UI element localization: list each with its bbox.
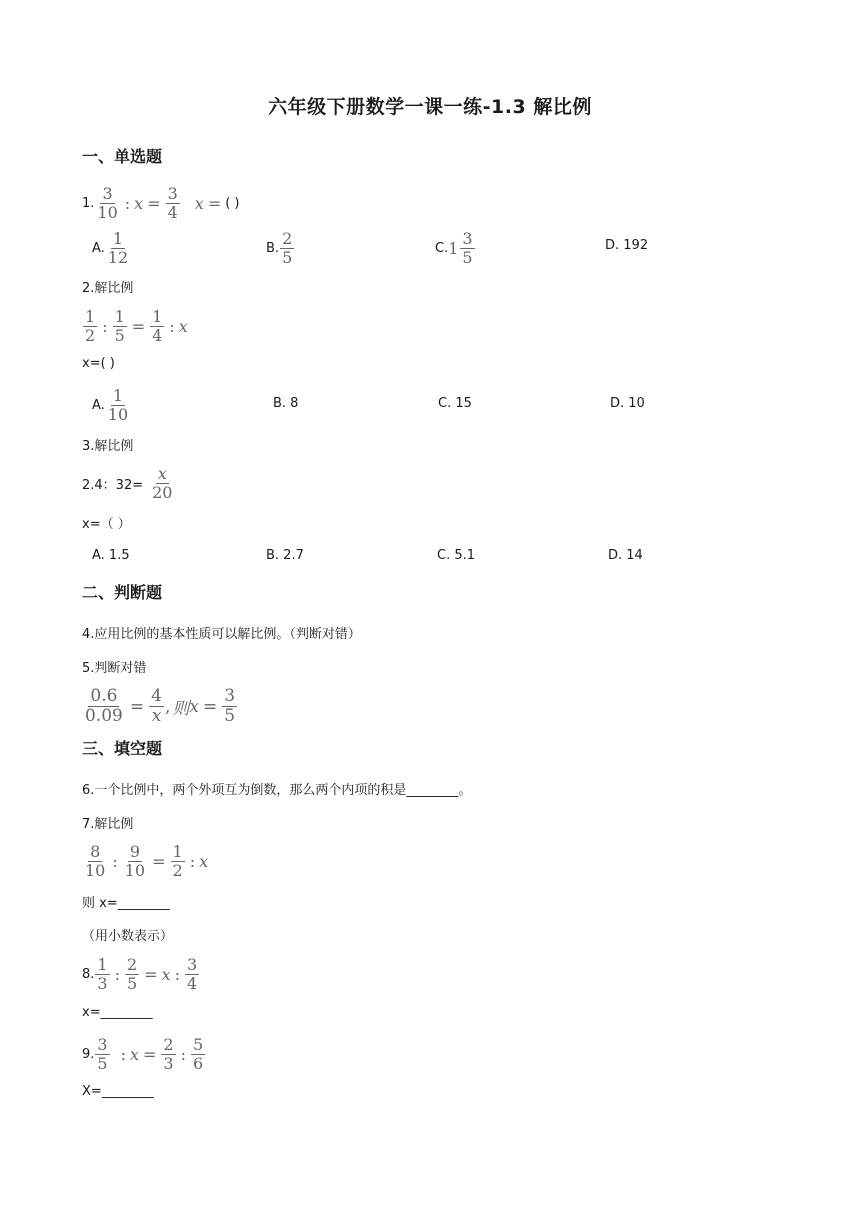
numerator: 1: [114, 307, 125, 326]
ratio-colon: :: [124, 194, 131, 213]
ratio-colon: :: [112, 852, 118, 871]
question-2-label: 2.解比例: [82, 281, 134, 296]
question-8: [82, 957, 200, 992]
numerator: 2: [163, 1035, 174, 1054]
question-7-label: 7.解比例: [82, 817, 134, 832]
numerator: 9: [129, 842, 141, 861]
mixed-integer: 1: [448, 239, 459, 258]
denominator: 5: [97, 1054, 108, 1073]
numerator: 1: [112, 386, 124, 405]
ratio-colon: :: [174, 965, 180, 984]
question-2-equation: [82, 309, 188, 344]
denominator: 3: [97, 974, 108, 993]
numerator: 3: [224, 686, 236, 706]
denominator: 4: [187, 974, 198, 993]
denominator: 3: [163, 1054, 174, 1073]
question-7-note: （用小数表示）: [82, 929, 174, 944]
option-b: [266, 231, 295, 266]
denominator: x: [151, 706, 162, 726]
fraction: [280, 231, 294, 266]
equation: [94, 186, 225, 221]
numerator: 3: [102, 184, 113, 203]
question-2-answer: x=( ): [82, 356, 115, 371]
fraction: [150, 466, 174, 501]
denominator: 20: [152, 483, 173, 502]
numerator: 5: [193, 1035, 204, 1054]
option-label: A.: [92, 241, 105, 256]
option-value: [105, 231, 131, 266]
numerator: 2: [282, 229, 293, 248]
variable: x: [194, 194, 204, 213]
variable: x: [161, 965, 171, 984]
fraction: [83, 309, 97, 344]
option-b: B. 2.7: [266, 548, 304, 563]
variable: x: [189, 696, 199, 717]
fraction: [149, 688, 164, 725]
ratio-colon: :: [114, 965, 120, 984]
equation: [82, 309, 188, 344]
fraction: [185, 957, 199, 992]
question-1: [82, 186, 240, 221]
equals-sign: =: [129, 696, 145, 717]
variable: x: [129, 1045, 140, 1064]
denominator: 5: [462, 248, 473, 267]
fraction: [113, 309, 127, 344]
denominator: 0.09: [85, 706, 123, 726]
fraction: [83, 688, 125, 725]
option-c: C. 5.1: [437, 548, 476, 563]
then-text: 则: [172, 699, 190, 719]
question-5-equation: [82, 688, 238, 725]
fraction: [95, 957, 109, 992]
equals-sign: =: [152, 852, 166, 871]
denominator: 2: [85, 326, 96, 345]
numerator: 4: [151, 686, 162, 706]
option-label: A.: [92, 398, 105, 413]
equation: [94, 957, 200, 992]
option-a: [92, 388, 131, 423]
denominator: 10: [107, 405, 129, 424]
equals-sign: =: [143, 1045, 157, 1064]
answer-blank: ( ): [225, 196, 240, 211]
variable: x: [134, 194, 144, 213]
fraction: [166, 186, 180, 221]
option-value: [448, 231, 475, 266]
question-7-equation: [82, 844, 208, 879]
denominator: 6: [193, 1054, 204, 1073]
question-9: [82, 1037, 206, 1072]
numerator: 1: [152, 307, 163, 326]
equals-sign: =: [147, 194, 161, 213]
numerator: 8: [90, 842, 101, 861]
section-heading-fill-blank: 三、填空题: [82, 739, 163, 758]
ratio-colon: :: [169, 317, 175, 336]
denominator: 2: [172, 861, 183, 880]
question-3-answer: x=（ ）: [82, 517, 131, 532]
variable: x: [178, 317, 188, 336]
fraction: [191, 1037, 205, 1072]
denominator: 5: [224, 706, 236, 726]
section-heading-true-false: 二、判断题: [82, 583, 163, 602]
fraction: [106, 231, 130, 266]
numerator: 1: [112, 229, 124, 248]
equation: [82, 844, 208, 879]
question-5-label: 5.判断对错: [82, 661, 147, 676]
numerator: x: [157, 464, 167, 483]
fraction: [150, 309, 164, 344]
question-9-answer: X=________: [82, 1084, 154, 1099]
fraction: [95, 1037, 109, 1072]
fraction: [460, 231, 474, 266]
fraction: [123, 844, 147, 879]
option-a: A. 1.5: [92, 548, 130, 563]
equals-sign: =: [207, 194, 222, 213]
ratio-colon: :: [102, 317, 108, 336]
denominator: 10: [97, 203, 118, 222]
comma: ,: [164, 696, 171, 717]
numerator: 2: [126, 955, 138, 974]
question-6: 6.一个比例中，两个外项互为倒数，那么两个内项的积是________。: [82, 783, 472, 798]
question-number: 9.: [82, 1047, 95, 1062]
question-3-label: 3.解比例: [82, 439, 134, 454]
numerator: 1: [172, 842, 183, 861]
fraction: [83, 844, 107, 879]
numerator: 1: [85, 307, 96, 326]
question-number: 1.: [82, 196, 95, 211]
section-heading-single-choice: 一、单选题: [82, 147, 163, 166]
option-a: [92, 231, 131, 266]
question-4: 4.应用比例的基本性质可以解比例。（判断对错）: [82, 627, 361, 642]
fraction: [125, 957, 139, 992]
denominator: 4: [167, 203, 178, 222]
denominator: 5: [126, 974, 138, 993]
option-label: B.: [266, 241, 280, 256]
numerator: 0.6: [90, 686, 118, 706]
numerator: 3: [187, 955, 198, 974]
ratio-expression: 2.4：32=: [82, 478, 144, 493]
option-value: [279, 231, 295, 266]
ratio-colon: :: [120, 1045, 126, 1064]
option-c: C. 15: [438, 396, 472, 411]
equation: [94, 1037, 206, 1072]
page-title: 六年级下册数学一课一练-1.3 解比例: [268, 96, 592, 118]
denominator: 10: [124, 861, 146, 880]
numerator: 3: [167, 184, 178, 203]
numerator: 3: [97, 1035, 108, 1054]
equation: [82, 688, 238, 725]
variable: x: [199, 852, 209, 871]
option-b: B. 8: [273, 396, 299, 411]
equals-sign: =: [202, 696, 218, 717]
question-3-equation: [82, 466, 175, 501]
equation: [149, 466, 175, 501]
option-d: D. 14: [608, 548, 643, 563]
fraction: [106, 388, 130, 423]
option-value: [105, 388, 131, 423]
fraction: [222, 688, 237, 725]
fraction: [161, 1037, 175, 1072]
option-label: C.: [435, 241, 449, 256]
ratio-colon: :: [180, 1045, 186, 1064]
denominator: 4: [152, 326, 163, 345]
option-d: D. 192: [605, 238, 649, 253]
question-8-answer: x=________: [82, 1005, 153, 1020]
denominator: 12: [107, 248, 129, 267]
denominator: 10: [85, 861, 106, 880]
denominator: 5: [282, 248, 293, 267]
denominator: 5: [114, 326, 125, 345]
option-d: D. 10: [610, 396, 645, 411]
fraction: [95, 186, 119, 221]
question-7-answer: 则 x=________: [82, 896, 170, 911]
fraction: [171, 844, 185, 879]
numerator: 1: [97, 955, 108, 974]
equals-sign: =: [131, 317, 146, 336]
option-c: [435, 231, 476, 266]
ratio-colon: :: [189, 852, 196, 871]
question-number: 8.: [82, 967, 95, 982]
equals-sign: =: [144, 965, 158, 984]
numerator: 3: [462, 229, 473, 248]
